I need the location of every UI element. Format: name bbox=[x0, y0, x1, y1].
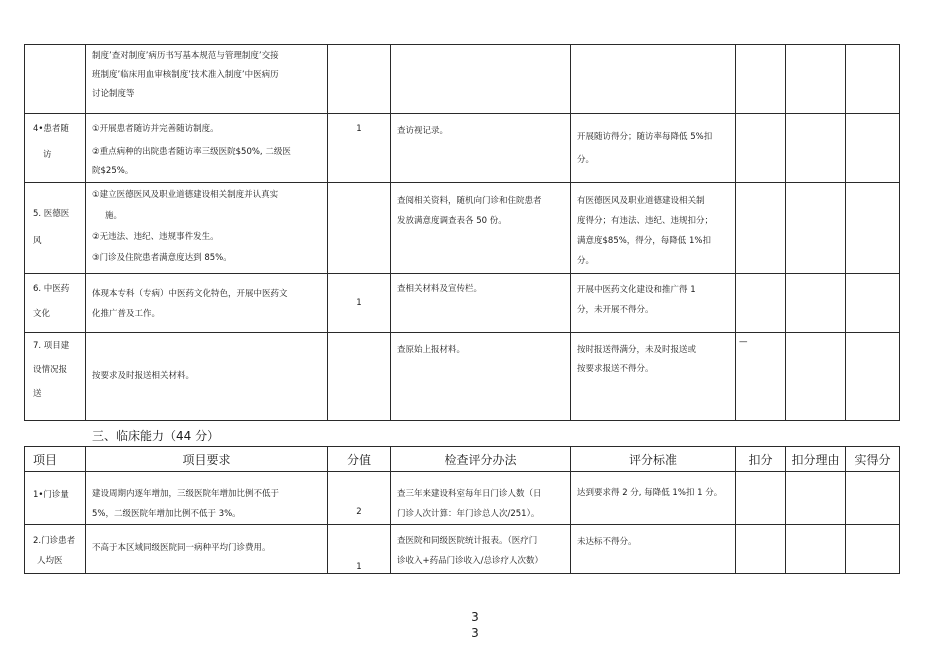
reason-cell bbox=[786, 525, 846, 574]
actual-score-cell bbox=[846, 114, 900, 183]
actual-score-cell bbox=[846, 183, 900, 274]
item-cell: 7. 项目建 设情况报 送 bbox=[25, 333, 86, 421]
requirements-cell: 体现本专科（专病）中医药文化特色，开展中医药文 化推广普及工作。 bbox=[86, 274, 328, 333]
header-actual-score: 实得分 bbox=[846, 447, 900, 472]
criteria-cell: 有医德医风及职业道德建设相关制 度得分；有违法、违纪、违规扣分； 满意度$85%，得分，每降低 1%扣 分。 bbox=[571, 183, 736, 274]
page-number: 3 bbox=[471, 610, 479, 624]
method-cell: 查三年来建设科室每年日门诊人数（日 门诊人次计算：年门诊总人次/251）。 bbox=[391, 472, 571, 525]
header-deduction: 扣分 bbox=[736, 447, 786, 472]
requirements-cell: ①开展患者随访并完善随访制度。 ②重点病种的出院患者随访率三级医院$50%, 二级医 院$25%。 bbox=[86, 114, 328, 183]
requirements-cell: 不高于本区域同级医院同一病种平均门诊费用。 bbox=[86, 525, 328, 574]
reason-cell bbox=[786, 333, 846, 421]
score-cell bbox=[328, 333, 391, 421]
item-cell: 5. 医德医 风 bbox=[25, 183, 86, 274]
header-criteria: 评分标准 bbox=[571, 447, 736, 472]
actual-score-cell bbox=[846, 525, 900, 574]
actual-score-cell bbox=[846, 333, 900, 421]
header-method: 检查评分办法 bbox=[391, 447, 571, 472]
method-cell: 查相关材料及宣传栏。 bbox=[391, 274, 571, 333]
deduction-cell bbox=[736, 114, 786, 183]
deduction-cell bbox=[736, 183, 786, 274]
header-requirements: 项目要求 bbox=[86, 447, 328, 472]
criteria-cell: 开展中医药文化建设和推广得 1 分，未开展不得分。 bbox=[571, 274, 736, 333]
method-cell bbox=[391, 45, 571, 114]
page-number: 3 bbox=[471, 626, 479, 640]
table-row bbox=[25, 114, 900, 183]
deduction-cell bbox=[736, 525, 786, 574]
criteria-cell: 开展随访得分；随访率每降低 5%扣 分。 bbox=[571, 114, 736, 183]
criteria-cell: 未达标不得分。 bbox=[571, 525, 736, 574]
requirements-cell: ①建立医德医风及职业道德建设相关制度并认真实 施。 ②无违法、违纪、违规事件发生。 ③门诊及住院患者满意度达到 85%。 bbox=[86, 183, 328, 274]
bottom-table bbox=[24, 446, 900, 574]
score-cell: 1 bbox=[328, 274, 391, 333]
score-cell: 2 bbox=[328, 472, 391, 525]
score-cell bbox=[328, 183, 391, 274]
deduction-cell: — bbox=[736, 333, 786, 421]
reason-cell bbox=[786, 183, 846, 274]
header-reason: 扣分理由 bbox=[786, 447, 846, 472]
deduction-cell bbox=[736, 45, 786, 114]
item-cell: 6. 中医药 文化 bbox=[25, 274, 86, 333]
table-row bbox=[25, 472, 900, 525]
table-row bbox=[25, 274, 900, 333]
reason-cell bbox=[786, 274, 846, 333]
item-cell: 2.门诊患者 人均医 bbox=[25, 525, 86, 574]
criteria-cell bbox=[571, 45, 736, 114]
score-cell: 1 bbox=[328, 525, 391, 574]
header-score: 分值 bbox=[328, 447, 391, 472]
reason-cell bbox=[786, 472, 846, 525]
requirements-cell: 制度’查对制度’病历书写基本规范与管理制度’交接 班制度’临床用血审核制度’技术准入制度’中医病历 讨论制度等 bbox=[86, 45, 328, 114]
table-row bbox=[25, 333, 900, 421]
actual-score-cell bbox=[846, 472, 900, 525]
criteria-cell: 按时报送得满分，未及时报送或 按要求报送不得分。 bbox=[571, 333, 736, 421]
table-row bbox=[25, 45, 900, 114]
score-cell: 1 bbox=[328, 114, 391, 183]
method-cell: 查访视记录。 bbox=[391, 114, 571, 183]
section-title: 三、临床能力（44 分） bbox=[92, 429, 220, 443]
reason-cell bbox=[786, 45, 846, 114]
method-cell: 查原始上报材料。 bbox=[391, 333, 571, 421]
score-cell bbox=[328, 45, 391, 114]
method-cell: 查阅相关资料，随机向门诊和住院患者 发放满意度调查表各 50 份。 bbox=[391, 183, 571, 274]
requirements-cell: 建设周期内逐年增加，三级医院年增加比例不低于 5%，二级医院年增加比例不低于 3%。 bbox=[86, 472, 328, 525]
deduction-cell bbox=[736, 274, 786, 333]
actual-score-cell bbox=[846, 45, 900, 114]
item-cell bbox=[25, 45, 86, 114]
actual-score-cell bbox=[846, 274, 900, 333]
method-cell: 查医院和同级医院统计报表。（医疗门 诊收入+药品门诊收入/总诊疗人次数） bbox=[391, 525, 571, 574]
header-row bbox=[25, 447, 900, 472]
requirements-cell: 按要求及时报送相关材料。 bbox=[86, 333, 328, 421]
item-cell: 4•患者随 访 bbox=[25, 114, 86, 183]
header-item: 项目 bbox=[25, 447, 86, 472]
table-row bbox=[25, 183, 900, 274]
criteria-cell: 达到要求得 2 分, 每降低 1%扣 1 分。 bbox=[571, 472, 736, 525]
top-table bbox=[24, 44, 900, 421]
reason-cell bbox=[786, 114, 846, 183]
item-cell: 1•门诊量 bbox=[25, 472, 86, 525]
deduction-cell bbox=[736, 472, 786, 525]
table-row bbox=[25, 525, 900, 574]
